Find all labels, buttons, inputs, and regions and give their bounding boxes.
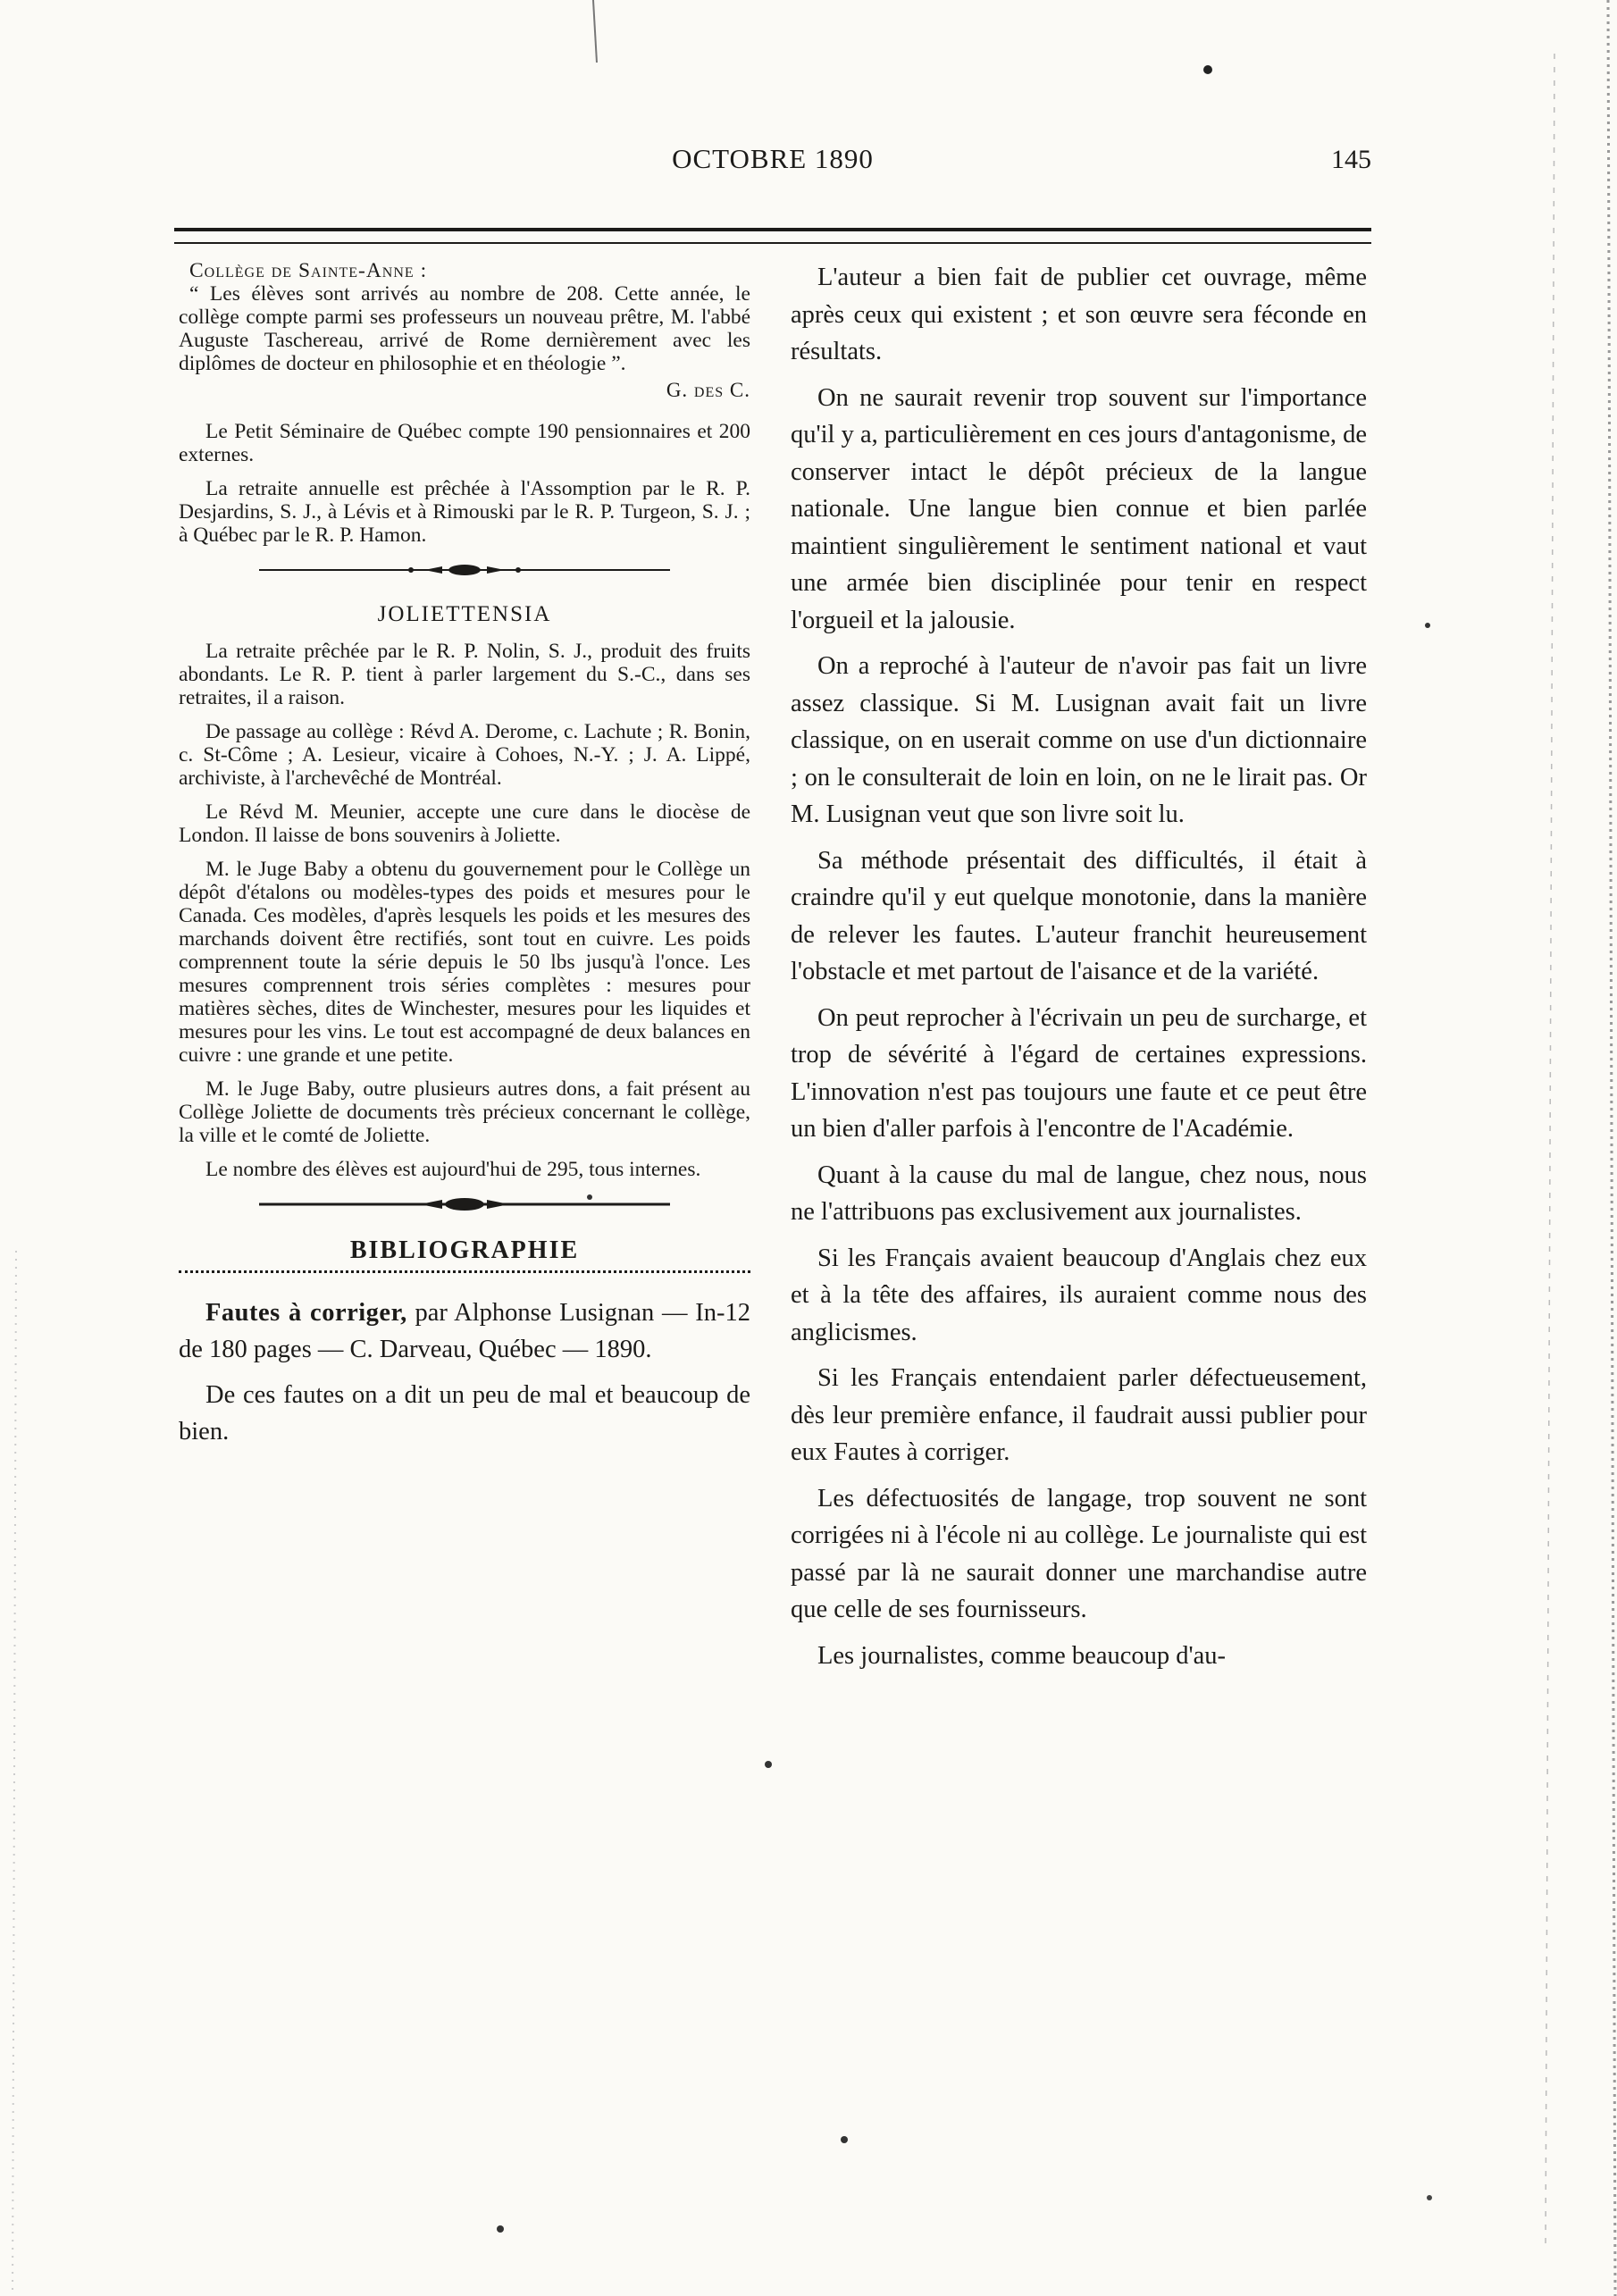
paragraph: On a reproché à l'auteur de n'avoir pas fait un livre assez classique. Si M. Lusignan avait fait un livre classique, on en userait comme on use d'un dictionnaire ; on le consulterait de loin en loin, on ne le lirait pas. Or M. Lusignan veut que son livre soit lu. (791, 652, 1367, 828)
paragraph: Le Révd M. Meunier, accepte une cure dans le diocèse de London. Il laisse de bons souvenirs à Joliette. (179, 800, 750, 847)
paragraph: L'auteur a bien fait de publier cet ouvrage, même après ceux qui existent ; et son œuvre sera féconde en résultats. (791, 264, 1367, 365)
paragraph: Sa méthode présentait des difficultés, il était à craindre qu'il y eut quelque monotonie, dans la manière de relever les fautes. L'auteur franchit heureusement l'obstacle et met partout de l'aisance et de la variété. (791, 846, 1367, 985)
signature: G. des C. (666, 379, 750, 401)
bibliography-entry (179, 1295, 750, 1368)
page-number: 145 (1331, 145, 1371, 174)
header-rule (174, 228, 1371, 244)
paragraph: M. le Juge Baby a obtenu du gouvernement pour le Collège un dépôt d'étalons ou modèles-types des poids et mesures pour le Canada. Ces modèles, d'après lesquels les poids et les mesures des marchands doivent être rectifiés, sont tout en cuivre. Les poids comprennent toute la série depuis le 50 lbs jusqu'à l'once. Les mesures comprennent trois séries complètes : mesures pour matières sèches, dites de Winchester, mesures pour les liquides et mesures pour les vins. Le tout est accompagné de deux balances en cuivre : une grande et une petite. (179, 858, 750, 1067)
sainte-anne-quote: “ Les élèves sont arrivés au nombre de 208. Cette année, le collège compte parmi ses professeurs un nouveau prêtre, M. l'abbé Auguste Taschereau, arrivé de Rome dernièrement avec les diplômes de docteur en philosophie et en théologie ”. (179, 282, 750, 375)
paragraph: On ne saurait revenir trop souvent sur l'importance qu'il y a, particulièrement en ces jours d'antagonisme, de conserver intact le dépôt précieux de la langue nationale. Une langue bien connue et bien parlée maintient singulièrement le sentiment national et vaut une armée bien disciplinée pour tenir en respect l'orgueil et la jalousie. (791, 383, 1367, 634)
paragraph: Le nombre des élèves est aujourd'hui de 295, tous internes. (205, 1158, 701, 1181)
sainte-anne-section (179, 259, 750, 547)
paragraph: Les journalistes, comme beaucoup d'au- (817, 1641, 1227, 1670)
section-divider-ornament (259, 561, 670, 579)
section-title-bibliographie: BIBLIOGRAPHIE (349, 1236, 580, 1264)
section-title-joliettensia: JOLIETTENSIA (377, 602, 552, 626)
running-title: OCTOBRE 1890 (672, 143, 874, 174)
page-header (174, 143, 1371, 188)
sainte-anne-heading: Collège de Sainte-Anne : (189, 259, 428, 282)
paragraph: Si les Français avaient beaucoup d'Anglais chez eux et à la tête des affaires, ils auraient comme nous des anglicismes. (791, 1244, 1367, 1346)
left-column (179, 259, 750, 1459)
dotted-rule (179, 1270, 750, 1273)
right-column (791, 259, 1367, 1683)
paragraph: Quant à la cause du mal de langue, chez nous, nous ne l'attribuons pas exclusivement aux journalistes. (791, 1161, 1367, 1226)
joliettensia-section (179, 640, 750, 1181)
paragraph: La retraite prêchée par le R. P. Nolin, S. J., produit des fruits abondants. Le R. P. tient à parler largement du S.-C., dans ses retraites, il a raison. (179, 640, 750, 709)
paragraph: De ces fautes on a dit un peu de mal et beaucoup de bien. (179, 1381, 750, 1445)
paragraph-seminaire: Le Petit Séminaire de Québec compte 190 pensionnaires et 200 externes. (179, 420, 750, 466)
paragraph-retraite: La retraite annuelle est prêchée à l'Assomption par le R. P. Desjardins, S. J., à Lévis et à Rimouski par le R. P. Turgeon, S. J. ; à Québec par le R. P. Hamon. (179, 477, 750, 547)
section-divider-ornament (259, 1195, 670, 1213)
paragraph: Les défectuosités de langage, trop souvent ne sont corrigées ni à l'école ni au collège. Le journaliste qui est passé par là ne saurait donner une marchandise autre que celle de ses fournisseurs. (791, 1484, 1367, 1623)
paragraph: Si les Français entendaient parler défectueusement, dès leur première enfance, il faudrait aussi publier pour eux Fautes à corriger. (791, 1364, 1367, 1466)
paragraph: M. le Juge Baby, outre plusieurs autres dons, a fait présent au Collège Joliette de documents très précieux concernant le collège, la ville et le comté de Joliette. (179, 1077, 750, 1147)
book-title: Fautes à corriger, (205, 1299, 407, 1327)
paragraph: On peut reprocher à l'écrivain un peu de surcharge, et trop de sévérité à l'égard de certaines expressions. L'innovation n'est pas toujours une faute et ce peut être un bien d'aller parfois à l'encontre de l'Académie. (791, 1003, 1367, 1143)
book-details: par Alphonse Lusignan — In-12 de 180 pages — C. Darveau, Québec — 1890. (179, 1299, 750, 1363)
paragraph: De passage au collège : Révd A. Derome, c. Lachute ; R. Bonin, c. St-Côme ; A. Lesieur, vicaire à Cohoes, N.-Y. ; J. A. Lippé, archiviste, à l'archevêché de Montréal. (179, 720, 750, 790)
